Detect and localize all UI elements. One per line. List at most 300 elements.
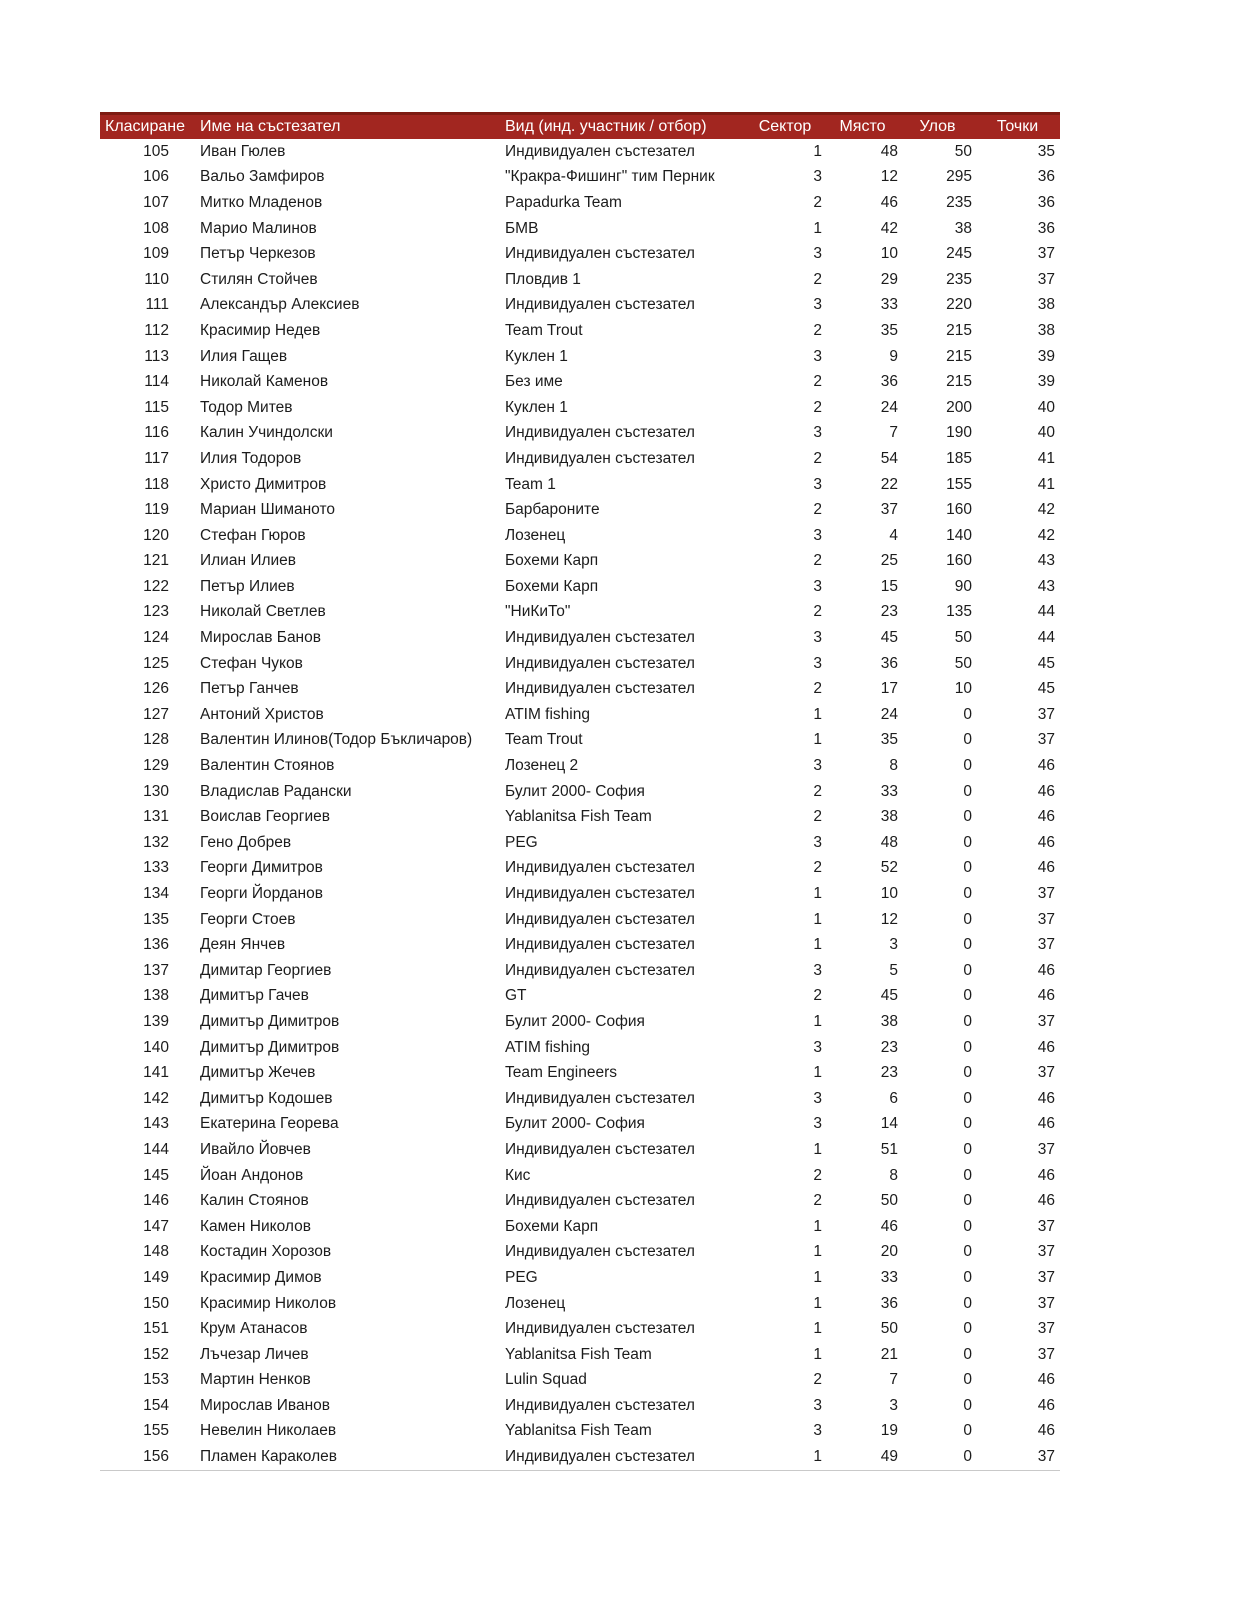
sector-cell: 1 (813, 142, 822, 160)
rank-cell: 126 (143, 680, 169, 698)
type-cell: Индивидуален състезател (505, 1396, 695, 1414)
place-cell: 49 (825, 1444, 900, 1470)
points-cell: 38 (1037, 296, 1055, 314)
catch-cell: 0 (963, 1294, 972, 1312)
rank-cell: 156 (100, 1444, 185, 1470)
points-cell: 46 (1037, 1115, 1055, 1133)
catch-cell: 215 (946, 321, 972, 339)
catch-cell: 10 (954, 680, 972, 698)
place-cell: 19 (880, 1422, 898, 1440)
name-cell: Красимир Недев (200, 321, 321, 339)
type-cell: Пловдив 1 (505, 270, 581, 288)
sector-cell: 3 (813, 168, 822, 186)
name-cell: Невелин Николаев (200, 1422, 337, 1440)
type-cell: Yablanitsa Fish Team (505, 1345, 652, 1363)
table-row (100, 932, 1060, 958)
catch-cell: 0 (963, 731, 972, 749)
rank-cell: 152 (143, 1345, 169, 1363)
points-cell: 36 (1037, 168, 1055, 186)
type-cell: Индивидуален състезател (505, 936, 695, 954)
type-cell: Yablanitsa Fish Team (505, 1422, 652, 1440)
catch-cell: 38 (954, 219, 972, 237)
table-row (100, 1163, 1060, 1189)
rank-cell: 143 (143, 1115, 169, 1133)
place-cell: 23 (880, 1064, 898, 1082)
points-cell: 46 (1037, 1192, 1055, 1210)
catch-cell: 160 (946, 501, 972, 519)
points-cell: 37 (1037, 1243, 1055, 1261)
type-cell: Булит 2000- София (505, 1012, 645, 1030)
name-cell: Стефан Гюров (200, 526, 306, 544)
rank-cell: 130 (143, 782, 169, 800)
place-cell: 48 (880, 833, 898, 851)
name-cell: Валентин Стоянов (200, 757, 335, 775)
table-row (100, 165, 1060, 191)
table-row (100, 907, 1060, 933)
name-cell: Илиан Илиев (200, 552, 297, 570)
points-cell: 46 (1037, 808, 1055, 826)
rank-cell: 105 (143, 142, 169, 160)
table-row (100, 1188, 1060, 1214)
points-cell: 37 (1037, 705, 1055, 723)
name-cell: Иван Гюлев (200, 142, 286, 160)
type-cell: "Кракра-Фишинг" тим Перник (505, 168, 715, 186)
column-header-catch: Улов (900, 114, 975, 140)
rank-cell: 110 (144, 270, 169, 288)
place-cell: 3 (889, 936, 898, 954)
rank-cell: 125 (143, 654, 169, 672)
rank-cell: 113 (144, 347, 169, 365)
rank-cell: 137 (143, 961, 169, 979)
points-cell: 46 (1037, 1422, 1055, 1440)
place-cell: 35 (880, 731, 898, 749)
place-cell: 3 (889, 1396, 898, 1414)
sector-cell: 1 (813, 1268, 822, 1286)
name-cell: Владислав Радански (200, 782, 352, 800)
rank-cell: 121 (143, 552, 169, 570)
type-cell: Без име (505, 373, 563, 391)
place-cell: 36 (880, 1294, 898, 1312)
table-row (100, 344, 1060, 370)
type-cell: Индивидуален състезател (505, 245, 695, 263)
name-cell: Георги Стоев (200, 910, 296, 928)
place-cell: 50 (880, 1320, 898, 1338)
catch-cell: 0 (900, 1444, 975, 1470)
sector-cell: 2 (813, 859, 822, 877)
catch-cell: 0 (963, 961, 972, 979)
table-row (100, 395, 1060, 421)
table-row (100, 984, 1060, 1010)
name-cell: Мариан Шиманото (200, 501, 335, 519)
rank-cell: 136 (143, 936, 169, 954)
table-row (100, 1342, 1060, 1368)
points-cell: 46 (1037, 1396, 1055, 1414)
catch-cell: 0 (963, 1217, 972, 1235)
points-cell: 39 (1037, 347, 1055, 365)
sector-cell: 1 (813, 1294, 822, 1312)
catch-cell: 0 (963, 1192, 972, 1210)
catch-cell: 215 (946, 347, 972, 365)
catch-cell: 245 (946, 245, 972, 263)
rank-cell: 119 (144, 501, 169, 519)
name-cell: Илия Тодоров (200, 449, 302, 467)
points-cell: 42 (1037, 501, 1055, 519)
table-row (100, 139, 1060, 165)
catch-cell: 295 (946, 168, 972, 186)
type-cell: БМВ (505, 219, 539, 237)
place-cell: 35 (880, 321, 898, 339)
name-cell: Стилян Стойчев (200, 270, 318, 288)
place-cell: 17 (880, 680, 898, 698)
place-cell: 9 (889, 347, 898, 365)
type-cell: Бохеми Карп (505, 1217, 599, 1235)
sector-cell: 1 (813, 705, 822, 723)
place-cell: 15 (880, 577, 898, 595)
rank-cell: 123 (143, 603, 169, 621)
column-header-sector: Сектор (745, 114, 825, 140)
table-row (100, 600, 1060, 626)
rank-cell: 140 (143, 1038, 169, 1056)
table-row (100, 830, 1060, 856)
sector-cell: 2 (813, 1166, 822, 1184)
place-cell: 50 (880, 1192, 898, 1210)
name-cell: Димитър Димитров (200, 1038, 340, 1056)
points-cell: 37 (1037, 1064, 1055, 1082)
points-cell: 46 (1037, 961, 1055, 979)
table-row (100, 1137, 1060, 1163)
name-cell: Воислав Георгиев (200, 808, 330, 826)
type-cell: Индивидуален състезател (505, 1140, 695, 1158)
points-cell: 45 (1037, 654, 1055, 672)
rank-cell: 144 (143, 1140, 169, 1158)
table-row (100, 1240, 1060, 1266)
sector-cell: 1 (813, 885, 822, 903)
table-row (100, 651, 1060, 677)
table-row (100, 241, 1060, 267)
sector-cell: 3 (813, 1115, 822, 1133)
points-cell: 37 (1037, 1217, 1055, 1235)
name-cell: Стефан Чуков (200, 654, 303, 672)
sector-cell: 3 (813, 245, 822, 263)
place-cell: 33 (880, 1268, 898, 1286)
place-cell: 45 (880, 629, 898, 647)
sector-cell: 2 (813, 270, 822, 288)
catch-cell: 0 (963, 757, 972, 775)
name-cell: Христо Димитров (200, 475, 327, 493)
place-cell: 36 (880, 373, 898, 391)
table-row (100, 267, 1060, 293)
points-cell: 37 (1037, 910, 1055, 928)
catch-cell: 0 (963, 1396, 972, 1414)
rank-cell: 132 (143, 833, 169, 851)
catch-cell: 0 (963, 808, 972, 826)
name-cell: Марио Малинов (200, 219, 317, 237)
points-cell: 37 (1037, 885, 1055, 903)
table-row (100, 1316, 1060, 1342)
place-cell: 24 (880, 398, 898, 416)
type-cell: Индивидуален състезател (505, 1444, 745, 1470)
catch-cell: 190 (946, 424, 972, 442)
rank-cell: 155 (143, 1422, 169, 1440)
points-cell: 40 (1037, 398, 1055, 416)
points-cell: 46 (1037, 1371, 1055, 1389)
name-cell: Тодор Митев (200, 398, 293, 416)
table-row (100, 1035, 1060, 1061)
table-row (100, 369, 1060, 395)
place-cell: 10 (880, 885, 898, 903)
table-row (100, 753, 1060, 779)
type-cell: PEG (505, 833, 538, 851)
points-cell: 46 (1037, 833, 1055, 851)
type-cell: Куклен 1 (505, 347, 568, 365)
type-cell: Индивидуален състезател (505, 1192, 695, 1210)
sector-cell: 1 (813, 1064, 822, 1082)
place-cell: 23 (880, 603, 898, 621)
results-sheet (100, 112, 1060, 1471)
points-cell: 39 (1037, 373, 1055, 391)
place-cell: 37 (880, 501, 898, 519)
points-cell: 46 (1037, 859, 1055, 877)
name-cell: Димитър Жечев (200, 1064, 316, 1082)
table-row (100, 1009, 1060, 1035)
points-cell: 46 (1037, 987, 1055, 1005)
column-header-place: Място (825, 114, 900, 140)
rank-cell: 154 (143, 1396, 169, 1414)
catch-cell: 200 (946, 398, 972, 416)
sector-cell: 2 (813, 193, 822, 211)
table-row (100, 293, 1060, 319)
name-cell: Крум Атанасов (200, 1320, 308, 1338)
catch-cell: 50 (954, 142, 972, 160)
place-cell: 21 (880, 1345, 898, 1363)
name-cell: Гено Добрев (200, 833, 292, 851)
name-cell: Екатерина Георева (200, 1115, 339, 1133)
rank-cell: 109 (143, 245, 169, 263)
type-cell: Индивидуален състезател (505, 859, 695, 877)
table-row (100, 1444, 1060, 1470)
sector-cell: 2 (813, 782, 822, 800)
name-cell: Николай Светлев (200, 603, 326, 621)
points-cell: 37 (1037, 1294, 1055, 1312)
sector-cell: 2 (813, 552, 822, 570)
sector-cell: 1 (813, 1243, 822, 1261)
place-cell: 48 (880, 142, 898, 160)
table-row (100, 625, 1060, 651)
points-cell: 37 (1037, 1268, 1055, 1286)
name-cell: Валентин Илинов(Тодор Бъкличаров) (200, 731, 473, 749)
rank-cell: 124 (143, 629, 169, 647)
place-cell: 24 (880, 705, 898, 723)
rank-cell: 149 (143, 1268, 169, 1286)
place-cell: 8 (889, 757, 898, 775)
sector-cell: 1 (813, 219, 822, 237)
name-cell: Димитър Гачев (200, 987, 309, 1005)
sector-cell: 3 (813, 475, 822, 493)
points-cell: 37 (1037, 1012, 1055, 1030)
type-cell: Индивидуален състезател (505, 680, 695, 698)
table-row (100, 958, 1060, 984)
results-table-body (100, 139, 1060, 1470)
rank-cell: 108 (143, 219, 169, 237)
name-cell: Александър Алексиев (200, 296, 360, 314)
table-row (100, 1112, 1060, 1138)
type-cell: Лозенец (505, 526, 566, 544)
place-cell: 36 (880, 654, 898, 672)
catch-cell: 185 (946, 449, 972, 467)
name-cell: Мирослав Иванов (200, 1396, 331, 1414)
sector-cell: 3 (813, 1038, 822, 1056)
rank-cell: 146 (143, 1192, 169, 1210)
points-cell: 43 (1037, 577, 1055, 595)
points-cell: 37 (1037, 1345, 1055, 1363)
column-header-points: Точки (975, 114, 1060, 140)
points-cell: 43 (1037, 552, 1055, 570)
place-cell: 22 (880, 475, 898, 493)
points-cell: 41 (1037, 449, 1055, 467)
place-cell: 42 (880, 219, 898, 237)
sector-cell: 2 (813, 501, 822, 519)
catch-cell: 0 (963, 1166, 972, 1184)
name-cell: Петър Илиев (200, 577, 295, 595)
type-cell: Булит 2000- София (505, 1115, 645, 1133)
rank-cell: 134 (143, 885, 169, 903)
catch-cell: 0 (963, 1345, 972, 1363)
rank-cell: 131 (143, 808, 169, 826)
table-row (100, 574, 1060, 600)
name-cell: Камен Николов (200, 1217, 311, 1235)
points-cell: 46 (1037, 1089, 1055, 1107)
points-cell: 46 (1037, 757, 1055, 775)
rank-cell: 138 (143, 987, 169, 1005)
place-cell: 25 (880, 552, 898, 570)
name-cell: Вальо Замфиров (200, 168, 325, 186)
type-cell: Куклен 1 (505, 398, 568, 416)
table-row (100, 1419, 1060, 1445)
points-cell: 37 (1037, 1140, 1055, 1158)
name-cell: Георги Йорданов (200, 885, 323, 903)
rank-cell: 106 (143, 168, 169, 186)
name-cell: Красимир Николов (200, 1294, 337, 1312)
sector-cell: 2 (813, 1192, 822, 1210)
catch-cell: 140 (946, 526, 972, 544)
name-cell: Димитър Димитров (200, 1012, 340, 1030)
catch-cell: 0 (963, 1038, 972, 1056)
name-cell: Петър Ганчев (200, 680, 299, 698)
name-cell: Мирослав Банов (200, 629, 321, 647)
sector-cell: 1 (813, 1012, 822, 1030)
type-cell: Индивидуален състезател (505, 885, 695, 903)
rank-cell: 151 (143, 1320, 169, 1338)
place-cell: 54 (880, 449, 898, 467)
place-cell: 10 (880, 245, 898, 263)
catch-cell: 235 (946, 270, 972, 288)
table-row (100, 804, 1060, 830)
type-cell: Лозенец (505, 1294, 566, 1312)
table-row (100, 1265, 1060, 1291)
place-cell: 8 (889, 1166, 898, 1184)
catch-cell: 0 (963, 1089, 972, 1107)
sector-cell: 3 (813, 757, 822, 775)
table-row (100, 216, 1060, 242)
sector-cell: 3 (813, 296, 822, 314)
catch-cell: 0 (963, 1115, 972, 1133)
name-cell: Деян Янчев (200, 936, 286, 954)
rank-cell: 133 (143, 859, 169, 877)
catch-cell: 0 (963, 1422, 972, 1440)
place-cell: 45 (880, 987, 898, 1005)
place-cell: 38 (880, 1012, 898, 1030)
type-cell: Lulin Squad (505, 1371, 587, 1389)
name-cell: Пламен Караколев (185, 1444, 505, 1470)
points-cell: 38 (1037, 321, 1055, 339)
name-cell: Илия Гащев (200, 347, 288, 365)
table-row (100, 190, 1060, 216)
name-cell: Йоан Андонов (200, 1166, 304, 1184)
catch-cell: 0 (963, 910, 972, 928)
type-cell: Кис (505, 1166, 531, 1184)
table-row (100, 549, 1060, 575)
type-cell: Индивидуален състезател (505, 449, 695, 467)
catch-cell: 0 (963, 1064, 972, 1082)
points-cell: 46 (1037, 782, 1055, 800)
name-cell: Митко Младенов (200, 193, 323, 211)
sector-cell: 1 (813, 936, 822, 954)
catch-cell: 0 (963, 936, 972, 954)
points-cell: 36 (1037, 219, 1055, 237)
catch-cell: 215 (946, 373, 972, 391)
table-row (100, 472, 1060, 498)
name-cell: Калин Стоянов (200, 1192, 309, 1210)
sector-cell: 3 (813, 833, 822, 851)
points-cell: 35 (1037, 142, 1055, 160)
rank-cell: 122 (143, 577, 169, 595)
rank-cell: 114 (144, 373, 169, 391)
catch-cell: 90 (954, 577, 972, 595)
name-cell: Димитар Георгиев (200, 961, 332, 979)
place-cell: 20 (880, 1243, 898, 1261)
sector-cell: 2 (813, 603, 822, 621)
name-cell: Ивайло Йовчев (200, 1140, 311, 1158)
catch-cell: 0 (963, 885, 972, 903)
type-cell: Papadurka Team (505, 193, 622, 211)
rank-cell: 128 (143, 731, 169, 749)
catch-cell: 235 (946, 193, 972, 211)
rank-cell: 129 (143, 757, 169, 775)
catch-cell: 0 (963, 1243, 972, 1261)
table-row (100, 702, 1060, 728)
sector-cell: 3 (813, 1089, 822, 1107)
sector-cell: 1 (745, 1444, 825, 1470)
table-row (100, 446, 1060, 472)
place-cell: 12 (880, 910, 898, 928)
table-row (100, 1060, 1060, 1086)
points-cell: 46 (1037, 1038, 1055, 1056)
catch-cell: 0 (963, 705, 972, 723)
rank-cell: 135 (143, 910, 169, 928)
type-cell: Булит 2000- София (505, 782, 645, 800)
rank-cell: 115 (144, 398, 169, 416)
place-cell: 51 (880, 1140, 898, 1158)
place-cell: 12 (880, 168, 898, 186)
type-cell: Индивидуален състезател (505, 1243, 695, 1261)
type-cell: Индивидуален състезател (505, 424, 695, 442)
table-row (100, 1214, 1060, 1240)
catch-cell: 50 (954, 629, 972, 647)
place-cell: 14 (880, 1115, 898, 1133)
sector-cell: 2 (813, 680, 822, 698)
sector-cell: 3 (813, 629, 822, 647)
name-cell: Георги Димитров (200, 859, 323, 877)
